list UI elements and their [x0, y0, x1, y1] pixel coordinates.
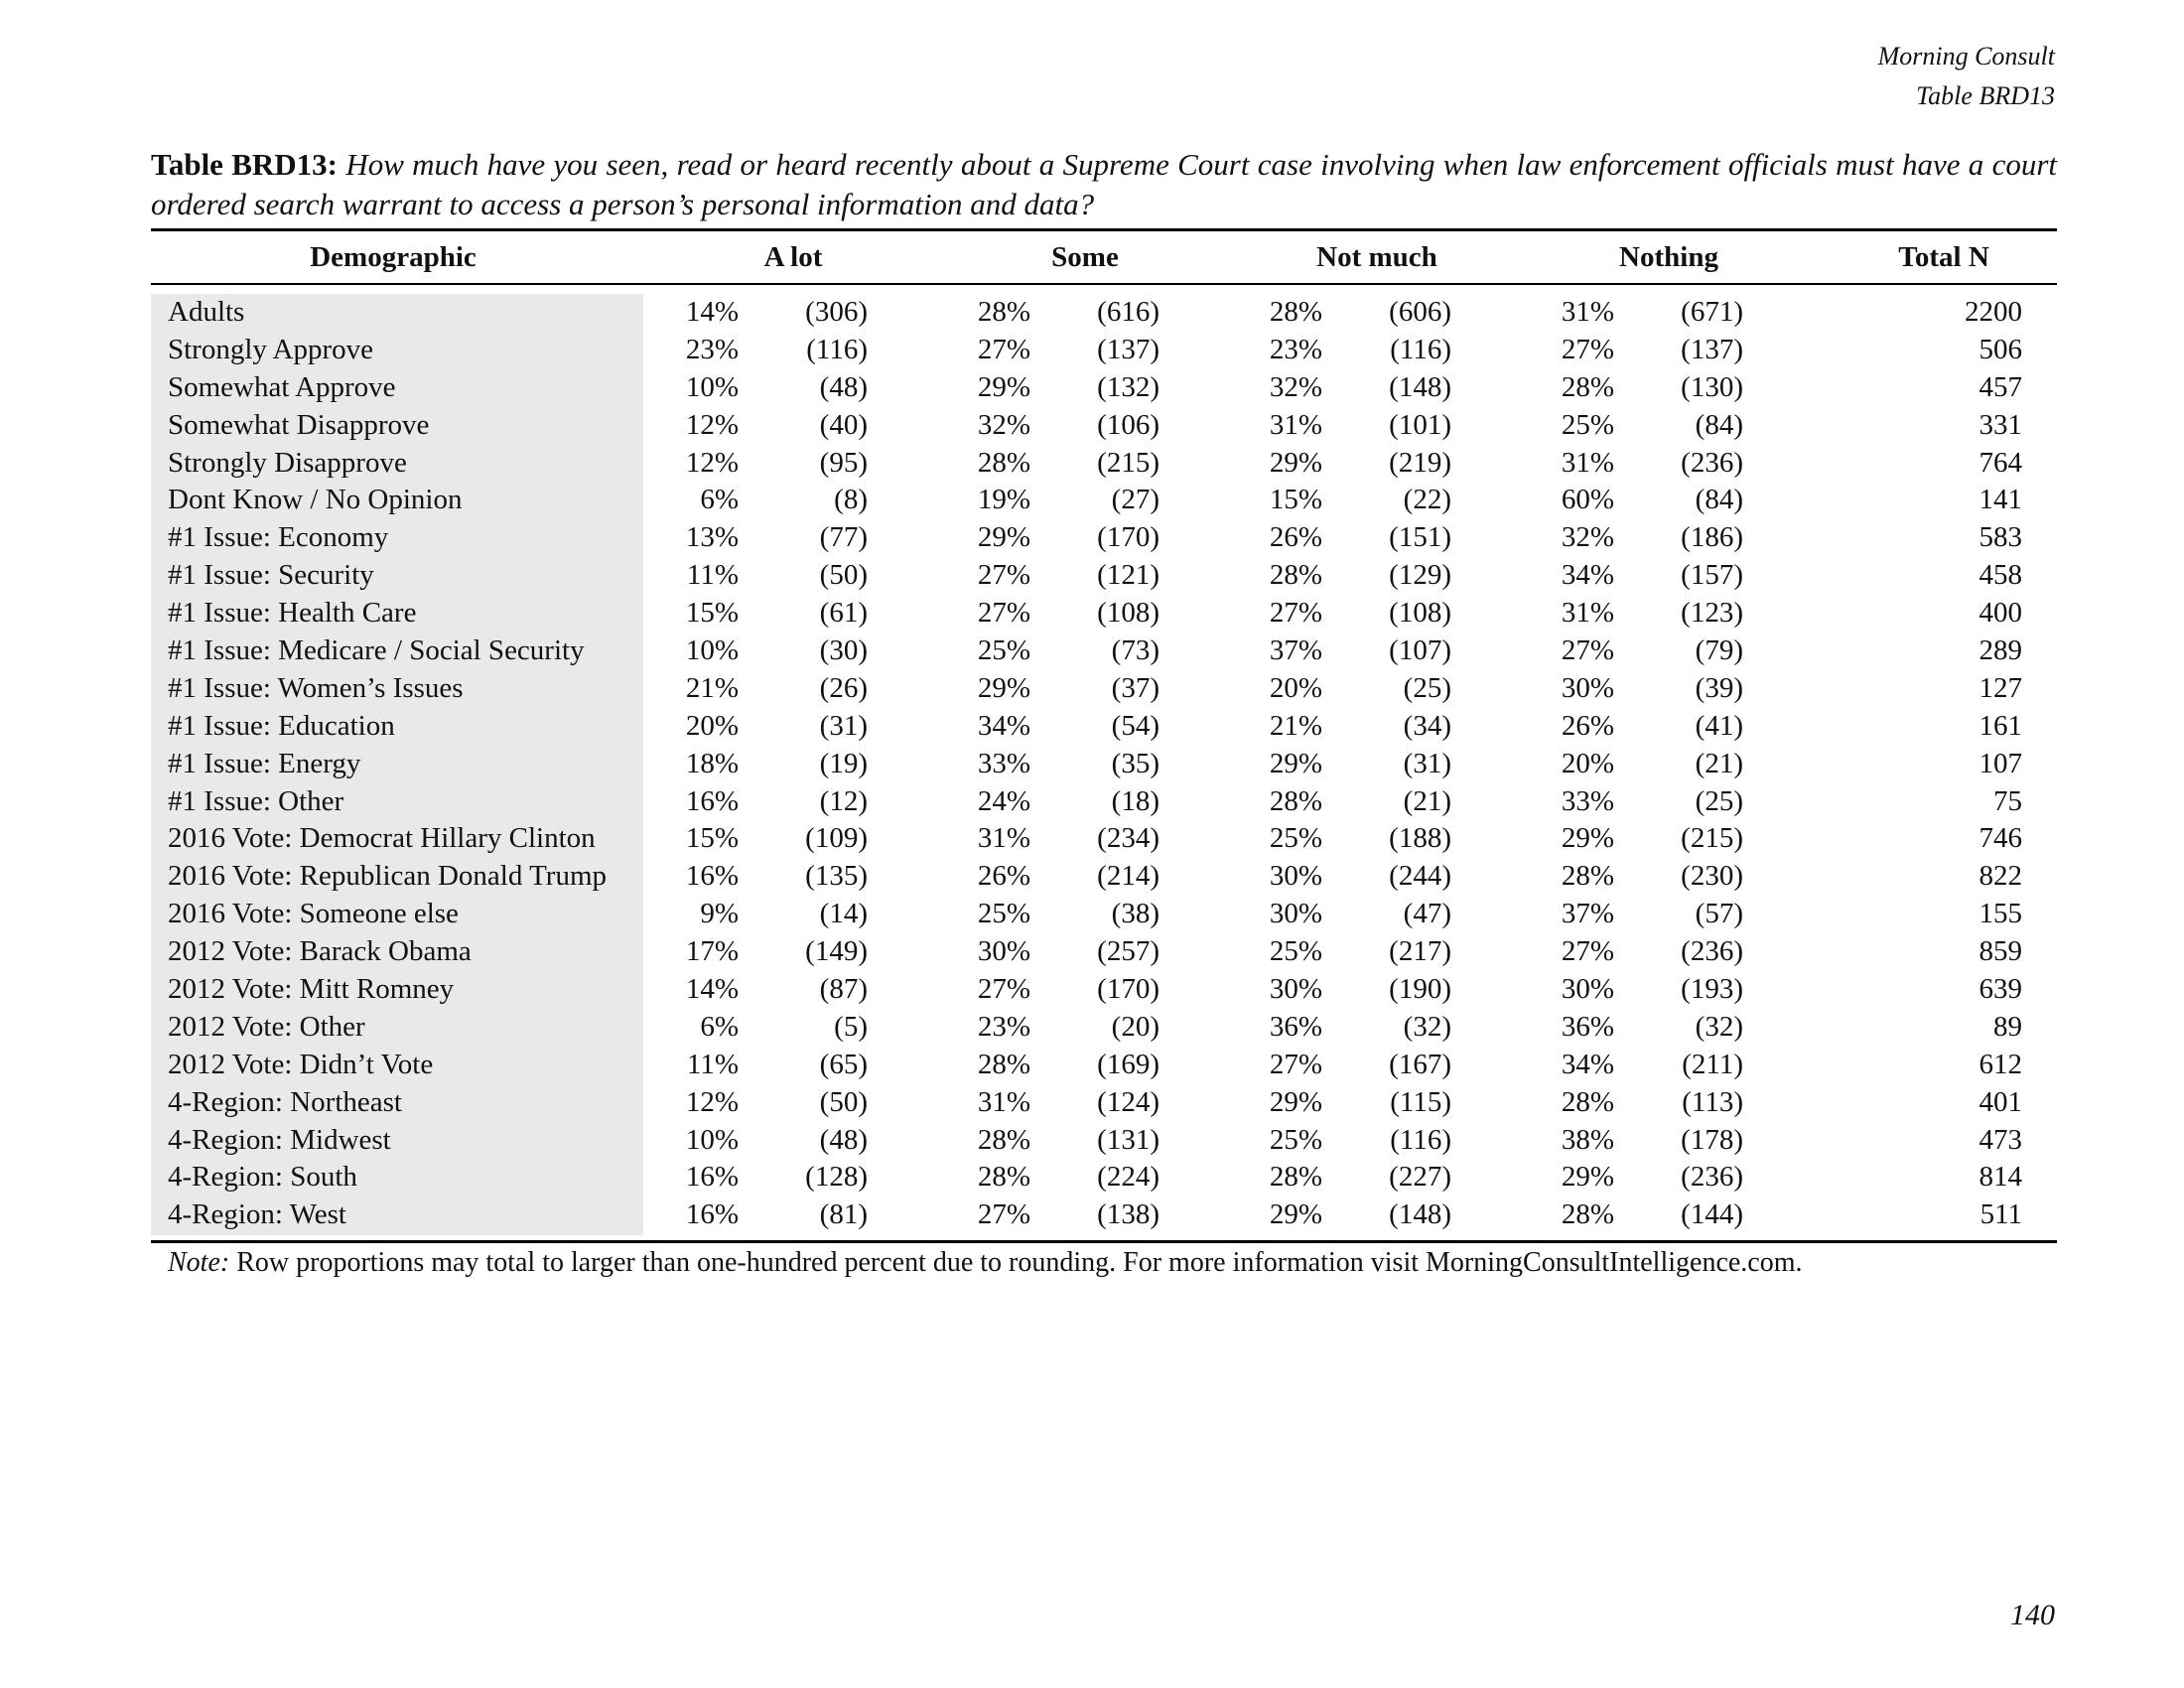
nothing-n: (157): [1681, 559, 1743, 592]
not-much-n: (188): [1389, 822, 1451, 855]
some-pct: 28%: [977, 446, 1030, 479]
some-pct: 25%: [977, 898, 1030, 930]
some-pct: 28%: [977, 296, 1030, 328]
row-label: 2016 Vote: Someone else: [168, 898, 459, 930]
a-lot-pct: 18%: [685, 747, 739, 779]
total-n: 473: [1979, 1123, 2022, 1156]
a-lot-n: (5): [834, 1010, 868, 1043]
some-pct: 29%: [977, 521, 1030, 554]
some-n: (169): [1097, 1048, 1160, 1080]
nothing-pct: 32%: [1561, 521, 1614, 554]
row-label: 2012 Vote: Other: [168, 1010, 365, 1043]
not-much-n: (101): [1389, 408, 1451, 441]
a-lot-pct: 6%: [700, 1010, 739, 1043]
nothing-n: (236): [1681, 935, 1743, 968]
a-lot-pct: 10%: [685, 1123, 739, 1156]
nothing-n: (79): [1695, 634, 1743, 667]
total-n: 859: [1979, 935, 2022, 968]
total-n: 511: [1979, 1198, 2022, 1231]
some-n: (35): [1111, 747, 1160, 779]
nothing-n: (123): [1681, 597, 1743, 630]
header-rule: [151, 283, 2057, 285]
a-lot-n: (19): [819, 747, 868, 779]
total-n: 746: [1979, 822, 2022, 855]
row-label: #1 Issue: Other: [168, 784, 344, 817]
not-much-n: (115): [1390, 1085, 1451, 1118]
not-much-pct: 28%: [1269, 784, 1322, 817]
not-much-n: (217): [1389, 935, 1451, 968]
some-n: (18): [1111, 784, 1160, 817]
not-much-pct: 26%: [1269, 521, 1322, 554]
a-lot-n: (40): [819, 408, 868, 441]
col-header-not-much: Not much: [1316, 241, 1437, 273]
table-row: [0, 783, 2184, 821]
some-n: (106): [1097, 408, 1160, 441]
some-n: (121): [1097, 559, 1160, 592]
some-pct: 19%: [977, 484, 1030, 516]
not-much-n: (244): [1389, 860, 1451, 893]
nothing-pct: 25%: [1561, 408, 1614, 441]
nothing-pct: 38%: [1561, 1123, 1614, 1156]
nothing-n: (84): [1695, 408, 1743, 441]
row-label: #1 Issue: Medicare / Social Security: [168, 634, 585, 667]
not-much-pct: 28%: [1269, 1161, 1322, 1194]
a-lot-n: (135): [805, 860, 868, 893]
a-lot-pct: 9%: [700, 898, 739, 930]
nothing-pct: 37%: [1561, 898, 1614, 930]
table-row: [0, 482, 2184, 519]
table-row: [0, 519, 2184, 557]
a-lot-n: (149): [805, 935, 868, 968]
a-lot-pct: 16%: [685, 1161, 739, 1194]
row-label: Somewhat Disapprove: [168, 408, 430, 441]
total-n: 458: [1979, 559, 2022, 592]
nothing-n: (215): [1681, 822, 1743, 855]
not-much-n: (47): [1403, 898, 1451, 930]
not-much-n: (190): [1389, 973, 1451, 1006]
row-label: 2012 Vote: Didn’t Vote: [168, 1048, 434, 1080]
nothing-pct: 27%: [1561, 333, 1614, 365]
table-question: How much have you seen, read or heard recently about a Supreme Court case involving when law enforcement officials must have a court ordered search warrant to access a person’s personal information and data?: [151, 147, 2058, 221]
a-lot-pct: 21%: [685, 671, 739, 704]
some-pct: 32%: [977, 408, 1030, 441]
row-label: 2016 Vote: Republican Donald Trump: [168, 860, 607, 893]
not-much-pct: 27%: [1269, 597, 1322, 630]
header-org: Morning Consult: [1877, 42, 2055, 70]
row-label: #1 Issue: Security: [168, 559, 374, 592]
nothing-n: (186): [1681, 521, 1743, 554]
not-much-pct: 28%: [1269, 296, 1322, 328]
not-much-n: (108): [1389, 597, 1451, 630]
nothing-n: (230): [1681, 860, 1743, 893]
a-lot-pct: 23%: [685, 333, 739, 365]
a-lot-n: (87): [819, 973, 868, 1006]
total-n: 89: [1993, 1010, 2022, 1043]
not-much-pct: 30%: [1269, 860, 1322, 893]
nothing-n: (211): [1682, 1048, 1743, 1080]
nothing-pct: 30%: [1561, 973, 1614, 1006]
row-label: #1 Issue: Energy: [168, 747, 361, 779]
some-n: (214): [1097, 860, 1160, 893]
nothing-n: (21): [1695, 747, 1743, 779]
not-much-n: (107): [1389, 634, 1451, 667]
row-label: Somewhat Approve: [168, 370, 396, 403]
not-much-pct: 29%: [1269, 1085, 1322, 1118]
some-pct: 27%: [977, 973, 1030, 1006]
row-label: 2012 Vote: Mitt Romney: [168, 973, 455, 1006]
nothing-pct: 31%: [1561, 296, 1614, 328]
nothing-n: (32): [1695, 1010, 1743, 1043]
a-lot-n: (50): [819, 1085, 868, 1118]
nothing-n: (178): [1681, 1123, 1743, 1156]
row-label: Dont Know / No Opinion: [168, 484, 463, 516]
not-much-n: (116): [1390, 333, 1451, 365]
total-n: 457: [1979, 370, 2022, 403]
table-row: [0, 896, 2184, 933]
row-label: #1 Issue: Economy: [168, 521, 389, 554]
a-lot-pct: 15%: [685, 597, 739, 630]
total-n: 506: [1979, 333, 2022, 365]
a-lot-pct: 6%: [700, 484, 739, 516]
not-much-n: (25): [1403, 671, 1451, 704]
some-n: (215): [1097, 446, 1160, 479]
nothing-pct: 28%: [1561, 370, 1614, 403]
table-row: [0, 407, 2184, 445]
not-much-pct: 29%: [1269, 1198, 1322, 1231]
some-pct: 25%: [977, 634, 1030, 667]
row-label: 4-Region: West: [168, 1198, 346, 1231]
total-n: 75: [1993, 784, 2022, 817]
some-pct: 28%: [977, 1048, 1030, 1080]
some-pct: 34%: [977, 709, 1030, 742]
table-row: [0, 1084, 2184, 1122]
nothing-n: (113): [1682, 1085, 1743, 1118]
a-lot-n: (128): [805, 1161, 868, 1194]
table-row: [0, 332, 2184, 369]
a-lot-n: (109): [805, 822, 868, 855]
table-row: [0, 746, 2184, 783]
some-pct: 27%: [977, 559, 1030, 592]
nothing-pct: 27%: [1561, 634, 1614, 667]
page-number: 140: [2010, 1599, 2055, 1631]
total-n: 2200: [1965, 296, 2022, 328]
some-n: (27): [1111, 484, 1160, 516]
table-row: [0, 1196, 2184, 1234]
total-n: 155: [1979, 898, 2022, 930]
nothing-n: (39): [1695, 671, 1743, 704]
table-row: [0, 369, 2184, 407]
a-lot-pct: 16%: [685, 860, 739, 893]
a-lot-pct: 17%: [685, 935, 739, 968]
col-header-nothing: Nothing: [1619, 241, 1718, 273]
col-header-a-lot: A lot: [763, 241, 823, 273]
nothing-pct: 36%: [1561, 1010, 1614, 1043]
a-lot-n: (12): [819, 784, 868, 817]
total-n: 161: [1979, 709, 2022, 742]
not-much-pct: 32%: [1269, 370, 1322, 403]
row-label: #1 Issue: Health Care: [168, 597, 417, 630]
nothing-pct: 26%: [1561, 709, 1614, 742]
not-much-pct: 29%: [1269, 446, 1322, 479]
not-much-pct: 27%: [1269, 1048, 1322, 1080]
bottom-rule: [151, 1240, 2057, 1243]
not-much-n: (167): [1389, 1048, 1451, 1080]
not-much-pct: 15%: [1269, 484, 1322, 516]
a-lot-n: (50): [819, 559, 868, 592]
a-lot-n: (116): [806, 333, 868, 365]
total-n: 583: [1979, 521, 2022, 554]
not-much-pct: 25%: [1269, 1123, 1322, 1156]
some-n: (73): [1111, 634, 1160, 667]
a-lot-pct: 10%: [685, 370, 739, 403]
row-label: 2012 Vote: Barack Obama: [168, 935, 472, 968]
not-much-pct: 30%: [1269, 898, 1322, 930]
a-lot-pct: 16%: [685, 784, 739, 817]
some-pct: 33%: [977, 747, 1030, 779]
not-much-n: (31): [1403, 747, 1451, 779]
some-pct: 28%: [977, 1123, 1030, 1156]
nothing-n: (236): [1681, 1161, 1743, 1194]
not-much-n: (32): [1403, 1010, 1451, 1043]
not-much-n: (34): [1403, 709, 1451, 742]
total-n: 639: [1979, 973, 2022, 1006]
some-pct: 26%: [977, 860, 1030, 893]
table-note: [168, 1244, 1803, 1282]
nothing-n: (25): [1695, 784, 1743, 817]
a-lot-n: (26): [819, 671, 868, 704]
a-lot-pct: 11%: [686, 1048, 739, 1080]
some-pct: 27%: [977, 333, 1030, 365]
some-n: (234): [1097, 822, 1160, 855]
nothing-n: (193): [1681, 973, 1743, 1006]
col-header-some: Some: [1051, 241, 1119, 273]
not-much-pct: 31%: [1269, 408, 1322, 441]
some-n: (170): [1097, 973, 1160, 1006]
not-much-pct: 30%: [1269, 973, 1322, 1006]
nothing-n: (130): [1681, 370, 1743, 403]
nothing-pct: 28%: [1561, 860, 1614, 893]
some-pct: 27%: [977, 597, 1030, 630]
a-lot-pct: 13%: [685, 521, 739, 554]
table-title: [151, 145, 2057, 224]
some-n: (257): [1097, 935, 1160, 968]
not-much-pct: 28%: [1269, 559, 1322, 592]
some-n: (131): [1097, 1123, 1160, 1156]
not-much-n: (606): [1389, 296, 1451, 328]
a-lot-pct: 12%: [685, 1085, 739, 1118]
total-n: 107: [1979, 747, 2022, 779]
a-lot-pct: 12%: [685, 408, 739, 441]
table-row: [0, 971, 2184, 1009]
total-n: 289: [1979, 634, 2022, 667]
some-n: (38): [1111, 898, 1160, 930]
a-lot-n: (61): [819, 597, 868, 630]
table-row: [0, 708, 2184, 746]
nothing-pct: 20%: [1561, 747, 1614, 779]
a-lot-n: (31): [819, 709, 868, 742]
table-row: [0, 858, 2184, 896]
a-lot-pct: 16%: [685, 1198, 739, 1231]
a-lot-n: (77): [819, 521, 868, 554]
not-much-pct: 23%: [1269, 333, 1322, 365]
some-n: (138): [1097, 1198, 1160, 1231]
some-pct: 28%: [977, 1161, 1030, 1194]
a-lot-n: (95): [819, 446, 868, 479]
row-label: Strongly Approve: [168, 333, 374, 365]
table-row: [0, 557, 2184, 595]
not-much-n: (116): [1390, 1123, 1451, 1156]
not-much-n: (22): [1403, 484, 1451, 516]
nothing-n: (137): [1681, 333, 1743, 365]
a-lot-n: (48): [819, 370, 868, 403]
a-lot-n: (81): [819, 1198, 868, 1231]
not-much-n: (151): [1389, 521, 1451, 554]
some-n: (108): [1097, 597, 1160, 630]
row-label: #1 Issue: Women’s Issues: [168, 671, 464, 704]
a-lot-pct: 12%: [685, 446, 739, 479]
some-pct: 27%: [977, 1198, 1030, 1231]
not-much-pct: 37%: [1269, 634, 1322, 667]
some-pct: 29%: [977, 671, 1030, 704]
a-lot-n: (30): [819, 634, 868, 667]
row-label: 4-Region: Northeast: [168, 1085, 402, 1118]
table-row: [0, 820, 2184, 858]
some-n: (137): [1097, 333, 1160, 365]
nothing-pct: 60%: [1561, 484, 1614, 516]
row-label: Strongly Disapprove: [168, 446, 407, 479]
total-n: 612: [1979, 1048, 2022, 1080]
not-much-n: (148): [1389, 1198, 1451, 1231]
table-row: [0, 1159, 2184, 1196]
some-pct: 31%: [977, 822, 1030, 855]
nothing-n: (144): [1681, 1198, 1743, 1231]
some-n: (170): [1097, 521, 1160, 554]
not-much-n: (21): [1403, 784, 1451, 817]
nothing-n: (41): [1695, 709, 1743, 742]
nothing-pct: 29%: [1561, 822, 1614, 855]
table-row: [0, 1122, 2184, 1160]
a-lot-pct: 11%: [686, 559, 739, 592]
table-row: [0, 445, 2184, 483]
not-much-pct: 21%: [1269, 709, 1322, 742]
col-header-total: Total N: [1898, 241, 1989, 273]
total-n: 401: [1979, 1085, 2022, 1118]
nothing-pct: 28%: [1561, 1085, 1614, 1118]
total-n: 331: [1979, 408, 2022, 441]
top-rule: [151, 228, 2057, 231]
a-lot-pct: 15%: [685, 822, 739, 855]
row-label: 4-Region: Midwest: [168, 1123, 391, 1156]
a-lot-n: (8): [834, 484, 868, 516]
some-n: (616): [1097, 296, 1160, 328]
not-much-pct: 20%: [1269, 671, 1322, 704]
table-body: [0, 294, 2184, 1234]
note-label: Note:: [168, 1247, 230, 1278]
table-row: [0, 633, 2184, 670]
nothing-pct: 29%: [1561, 1161, 1614, 1194]
not-much-n: (148): [1389, 370, 1451, 403]
total-n: 814: [1979, 1161, 2022, 1194]
some-n: (20): [1111, 1010, 1160, 1043]
a-lot-n: (14): [819, 898, 868, 930]
table-row: [0, 670, 2184, 708]
table-row: [0, 595, 2184, 633]
nothing-pct: 33%: [1561, 784, 1614, 817]
nothing-pct: 27%: [1561, 935, 1614, 968]
a-lot-n: (48): [819, 1123, 868, 1156]
header-table-id: Table BRD13: [1916, 81, 2055, 110]
some-pct: 23%: [977, 1010, 1030, 1043]
a-lot-pct: 10%: [685, 634, 739, 667]
table-title-label: Table BRD13:: [151, 147, 339, 182]
nothing-n: (236): [1681, 446, 1743, 479]
table-row: [0, 1009, 2184, 1047]
some-pct: 30%: [977, 935, 1030, 968]
nothing-pct: 31%: [1561, 597, 1614, 630]
nothing-n: (671): [1681, 296, 1743, 328]
some-pct: 31%: [977, 1085, 1030, 1118]
some-n: (132): [1097, 370, 1160, 403]
a-lot-pct: 14%: [685, 296, 739, 328]
a-lot-pct: 14%: [685, 973, 739, 1006]
total-n: 822: [1979, 860, 2022, 893]
nothing-pct: 34%: [1561, 559, 1614, 592]
table-row: [0, 294, 2184, 332]
total-n: 400: [1979, 597, 2022, 630]
nothing-pct: 31%: [1561, 446, 1614, 479]
not-much-pct: 25%: [1269, 935, 1322, 968]
total-n: 764: [1979, 446, 2022, 479]
a-lot-n: (306): [805, 296, 868, 328]
some-pct: 24%: [977, 784, 1030, 817]
table-row: [0, 933, 2184, 971]
not-much-n: (129): [1389, 559, 1451, 592]
some-n: (124): [1097, 1085, 1160, 1118]
a-lot-pct: 20%: [685, 709, 739, 742]
some-n: (54): [1111, 709, 1160, 742]
col-header-demographic: Demographic: [310, 241, 477, 273]
total-n: 141: [1979, 484, 2022, 516]
row-label: 4-Region: South: [168, 1161, 357, 1194]
some-n: (224): [1097, 1161, 1160, 1194]
not-much-pct: 36%: [1269, 1010, 1322, 1043]
nothing-pct: 28%: [1561, 1198, 1614, 1231]
some-n: (37): [1111, 671, 1160, 704]
nothing-n: (84): [1695, 484, 1743, 516]
row-label: Adults: [168, 296, 245, 328]
nothing-pct: 30%: [1561, 671, 1614, 704]
note-text: Row proportions may total to larger than one-hundred percent due to rounding. For more information visit MorningConsultIntelligence.com.: [236, 1247, 1803, 1278]
nothing-pct: 34%: [1561, 1048, 1614, 1080]
not-much-pct: 29%: [1269, 747, 1322, 779]
not-much-n: (219): [1389, 446, 1451, 479]
not-much-n: (227): [1389, 1161, 1451, 1194]
total-n: 127: [1979, 671, 2022, 704]
a-lot-n: (65): [819, 1048, 868, 1080]
table-row: [0, 1047, 2184, 1084]
row-label: #1 Issue: Education: [168, 709, 395, 742]
some-pct: 29%: [977, 370, 1030, 403]
row-label: 2016 Vote: Democrat Hillary Clinton: [168, 822, 596, 855]
nothing-n: (57): [1695, 898, 1743, 930]
not-much-pct: 25%: [1269, 822, 1322, 855]
